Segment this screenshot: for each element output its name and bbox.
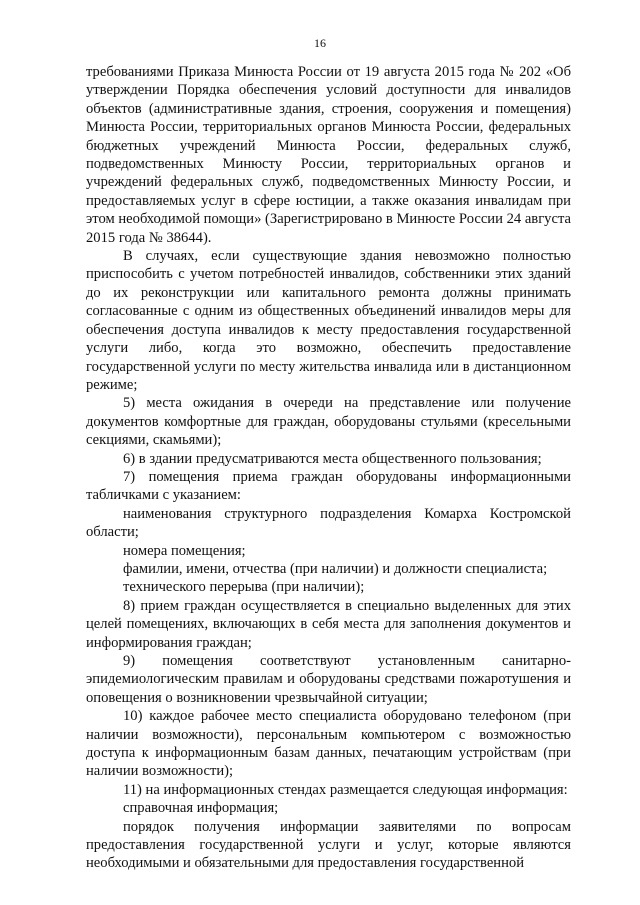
- paragraph-13: 11) на информационных стендах размещается следующая информация:: [123, 781, 568, 798]
- paragraph-12: 10) каждое рабочее место специалиста оборудовано телефоном (при наличии возможности), персональным компьютером с возможностью доступа к информационным базам данных, печатающим устройствам (при наличии возможности);: [86, 708, 571, 780]
- paragraph-8: фамилии, имени, отчества (при наличии) и должности специалиста;: [123, 560, 548, 577]
- paragraph-15: порядок получения информации заявителями по вопросам предоставления государственной услуги и услуг, которые являются необходимыми и обязательными для предоставления государственной: [86, 818, 571, 872]
- paragraph-6: наименования структурного подразделения Комархa Костромской области;: [86, 505, 571, 541]
- paragraph-7: номера помещения;: [123, 542, 246, 559]
- page-number: 16: [314, 36, 326, 50]
- paragraph-9: технического перерыва (при наличии);: [123, 579, 365, 596]
- paragraph-11: 9) помещения соответствуют установленным санитарно-эпидемиологическим правилам и оборудованы средствами пожаротушения и оповещения о возникновении чрезвычайной ситуации;: [86, 653, 571, 706]
- document-body: [86, 63, 571, 873]
- paragraph-1: требованиями Приказа Минюста России от 19 августа 2015 года № 202 «Об утверждении Порядка обеспечения условий доступности для инвалидов объектов (административные здания, строения, сооружения и помещения) Минюста России, территориальных органов Минюста России, федеральных бюджетных учреждений Минюста России, федеральных служб, подведомственных Минюсту России, территориальных органов и учреждений федеральных служб, подведомственных Минюсту России, и предоставляемых услуг в сфере юстиции, а также оказания инвалидам при этом необходимой помощи» (Зарегистрировано в Минюсте России 24 августа 2015 года № 38644).: [86, 64, 571, 246]
- paragraph-5: 7) помещения приема граждан оборудованы информационными табличками с указанием:: [86, 468, 571, 504]
- paragraph-10: 8) прием граждан осуществляется в специально выделенных для этих целей помещениях, включающих в себя места для заполнения документов и информирования граждан;: [86, 597, 571, 651]
- paragraph-4: 6) в здании предусматриваются места общественного пользования;: [123, 450, 542, 467]
- paragraph-3: 5) места ожидания в очереди на представление или получение документов комфортные для граждан, оборудованы стульями (кресельными секциями, скамьями);: [86, 395, 571, 449]
- paragraph-2: В случаях, если существующие здания невозможно полностью приспособить с учетом потребностей инвалидов, собственники этих зданий до их реконструкции или капитального ремонта должны принимать согласованные с одним из общественных объединений инвалидов меры для обеспечения доступа инвалидов к месту предоставления государственной услуги либо, когда это возможно, обеспечить предоставление государственной услуги по месту жительства инвалида или в дистанционном режиме;: [86, 248, 571, 393]
- paragraph-14: справочная информация;: [123, 800, 279, 817]
